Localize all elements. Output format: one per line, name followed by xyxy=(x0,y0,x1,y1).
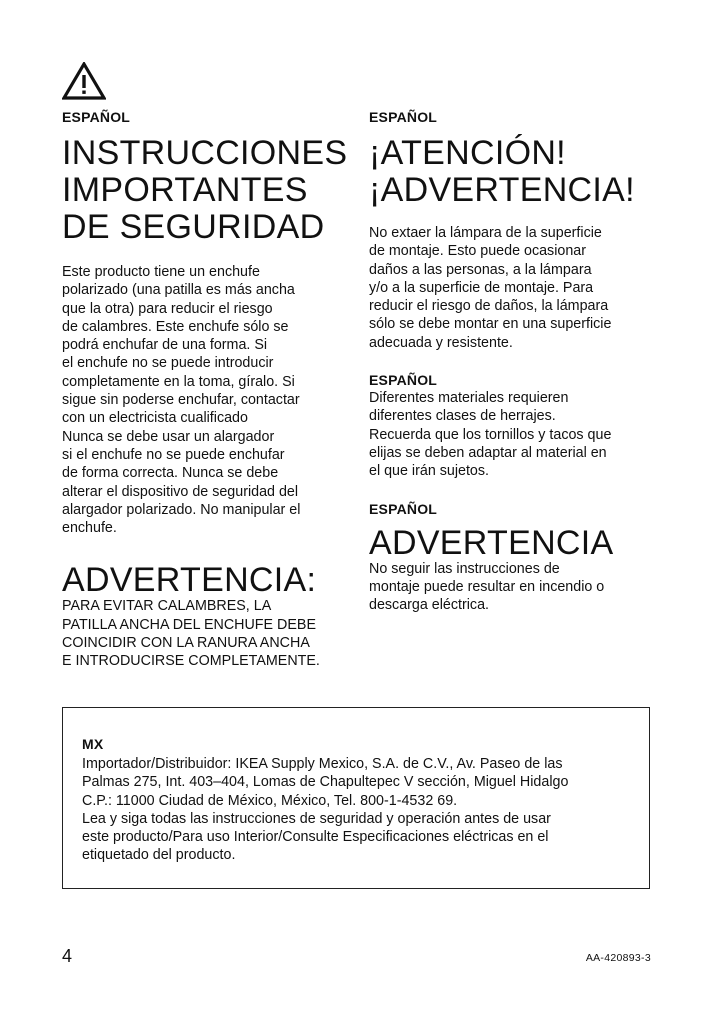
document-code: AA-420893-3 xyxy=(585,952,651,964)
fire-warning-text: No seguir las instrucciones de montaje puede resultar en incendio o descarga eléctrica. xyxy=(369,560,605,614)
language-label: ESPAÑOL xyxy=(369,109,438,125)
lamp-mount-text: No extaer la lámpara de la superficie de montaje. Esto puede ocasionar daños a las personas, a la lámpara y/o a la superficie de montaje. Para reducir el riesgo de daños, la lámpara sólo se debe montar en una superficie adecuada y resistente. xyxy=(369,225,612,351)
warning-heading: ADVERTENCIA xyxy=(369,523,614,562)
language-label: ESPAÑOL xyxy=(369,372,438,389)
warning-caps-text: PARA EVITAR CALAMBRES, LA PATILLA ANCHA DEL ENCHUFE DEBE COINCIDIR CON LA RANURA ANCHA E INTRODUCIRSE COMPLETAMENTE. xyxy=(62,598,320,670)
safety-title: INSTRUCCIONES IMPORTANTES DE SEGURIDAD xyxy=(62,134,348,246)
importer-info-box xyxy=(62,707,650,889)
language-label: ESPAÑOL xyxy=(369,500,438,517)
right-column xyxy=(369,108,654,614)
language-label: ESPAÑOL xyxy=(62,109,131,125)
warning-heading: ADVERTENCIA: xyxy=(62,561,317,600)
polarized-plug-text: Este producto tiene un enchufe polarizado (una patilla es más ancha que la otra) para reducir el riesgo de calambres. Este enchufe sólo se podrá enchufar de una forma. Si el enchufe no se puede introducir completamente en la toma, gíralo. Si sigue sin poderse enchufar, contactar con un electricista cualificado Nunca se debe usar un alargador si el enchufe no se puede enchufar de forma correcta. Nunca se debe alterar el dispositivo de seguridad del alargador polarizado. No manipular el enchufe. xyxy=(62,264,301,537)
warning-triangle-icon xyxy=(62,62,106,100)
attention-title: ¡ATENCIÓN! ¡ADVERTENCIA! xyxy=(369,134,635,209)
hardware-text: Diferentes materiales requieren diferentes clases de herrajes. Recuerda que los tornillos y tacos que elijas se deben adaptar al material en el que irán sujetos. xyxy=(369,390,612,480)
page-number: 4 xyxy=(62,946,73,966)
country-label: MX xyxy=(82,736,104,752)
importer-text: Importador/Distribuidor: IKEA Supply Mexico, S.A. de C.V., Av. Paseo de las Palmas 275, Int. 403–404, Lomas de Chapultepec V sección, Miguel Hidalgo C.P.: 11000 Ciudad de México, México, Tel. 800-1-4532 69. Lea y siga todas las instrucciones de seguridad y operación antes de usar este producto/Para uso Interior/Consulte Especificaciones eléctricas en el etiquetado del producto. xyxy=(82,756,569,864)
left-column xyxy=(62,108,347,671)
